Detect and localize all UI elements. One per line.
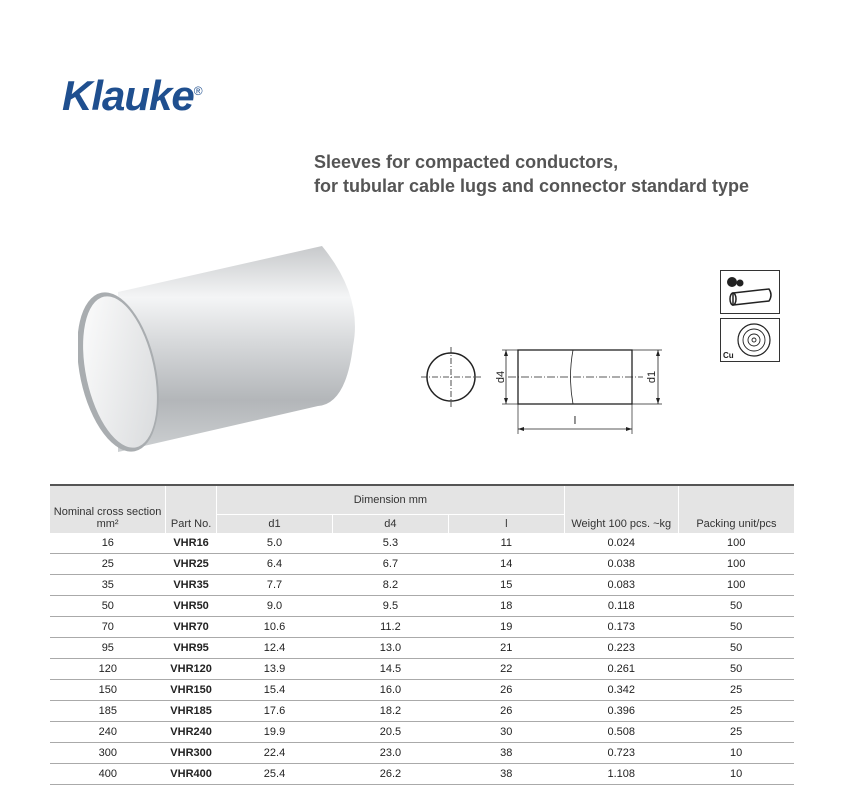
header-d4: d4 bbox=[332, 515, 448, 534]
cell-l: 19 bbox=[448, 617, 564, 638]
table-row bbox=[50, 764, 794, 785]
klauke-logo bbox=[62, 72, 202, 120]
product-table bbox=[50, 484, 794, 785]
cell-packing: 100 bbox=[678, 533, 794, 554]
cell-packing: 10 bbox=[678, 764, 794, 785]
cell-l: 26 bbox=[448, 680, 564, 701]
cell-part-no: VHR50 bbox=[166, 596, 217, 617]
header-l: l bbox=[448, 515, 564, 534]
cell-cross-section: 150 bbox=[50, 680, 166, 701]
cell-cross-section: 185 bbox=[50, 701, 166, 722]
cell-d4: 23.0 bbox=[332, 743, 448, 764]
header-cross-section: Nominal cross section mm² bbox=[50, 485, 166, 533]
cell-packing: 50 bbox=[678, 596, 794, 617]
cell-weight: 0.261 bbox=[564, 659, 678, 680]
cell-d4: 26.2 bbox=[332, 764, 448, 785]
cell-weight: 0.723 bbox=[564, 743, 678, 764]
cell-cross-section: 300 bbox=[50, 743, 166, 764]
cell-d1: 10.6 bbox=[217, 617, 333, 638]
cell-d1: 6.4 bbox=[217, 554, 333, 575]
cell-weight: 0.508 bbox=[564, 722, 678, 743]
label-d4: d4 bbox=[495, 370, 507, 384]
table-row bbox=[50, 596, 794, 617]
cell-part-no: VHR150 bbox=[166, 680, 217, 701]
cell-d1: 22.4 bbox=[217, 743, 333, 764]
table-row bbox=[50, 638, 794, 659]
cell-d4: 20.5 bbox=[332, 722, 448, 743]
header-d1: d1 bbox=[217, 515, 333, 534]
cell-l: 30 bbox=[448, 722, 564, 743]
copper-stranded-icon bbox=[720, 318, 780, 362]
cell-d1: 13.9 bbox=[217, 659, 333, 680]
cell-d4: 18.2 bbox=[332, 701, 448, 722]
cell-weight: 0.342 bbox=[564, 680, 678, 701]
title-line-1: Sleeves for compacted conductors, bbox=[314, 152, 619, 172]
cell-d4: 14.5 bbox=[332, 659, 448, 680]
cell-cross-section: 70 bbox=[50, 617, 166, 638]
cell-packing: 25 bbox=[678, 722, 794, 743]
cell-packing: 50 bbox=[678, 659, 794, 680]
cell-part-no: VHR95 bbox=[166, 638, 217, 659]
cell-weight: 1.108 bbox=[564, 764, 678, 785]
cell-part-no: VHR70 bbox=[166, 617, 217, 638]
cell-d1: 19.9 bbox=[217, 722, 333, 743]
header-part-no: Part No. bbox=[166, 485, 217, 533]
label-l: l bbox=[573, 415, 577, 427]
table-row bbox=[50, 617, 794, 638]
cell-l: 15 bbox=[448, 575, 564, 596]
cell-packing: 10 bbox=[678, 743, 794, 764]
logo-text: Klauke bbox=[62, 72, 194, 119]
cell-d4: 5.3 bbox=[332, 533, 448, 554]
cell-cross-section: 25 bbox=[50, 554, 166, 575]
header-packing: Packing unit/pcs bbox=[678, 485, 794, 533]
cell-packing: 100 bbox=[678, 554, 794, 575]
title-line-2: for tubular cable lugs and connector standard type bbox=[314, 176, 750, 196]
cell-d1: 12.4 bbox=[217, 638, 333, 659]
cell-d1: 15.4 bbox=[217, 680, 333, 701]
cell-l: 38 bbox=[448, 764, 564, 785]
cell-packing: 25 bbox=[678, 701, 794, 722]
cell-weight: 0.396 bbox=[564, 701, 678, 722]
cell-d4: 11.2 bbox=[332, 617, 448, 638]
technical-drawing bbox=[418, 340, 668, 435]
cell-l: 26 bbox=[448, 701, 564, 722]
cell-cross-section: 50 bbox=[50, 596, 166, 617]
cell-packing: 50 bbox=[678, 638, 794, 659]
cell-cross-section: 95 bbox=[50, 638, 166, 659]
sleeve-product-image bbox=[78, 236, 363, 461]
cell-part-no: VHR240 bbox=[166, 722, 217, 743]
copper-label: Cu bbox=[723, 351, 734, 360]
cell-weight: 0.118 bbox=[564, 596, 678, 617]
table-body bbox=[50, 533, 794, 785]
cell-l: 22 bbox=[448, 659, 564, 680]
cell-l: 11 bbox=[448, 533, 564, 554]
cell-cross-section: 240 bbox=[50, 722, 166, 743]
cell-part-no: VHR25 bbox=[166, 554, 217, 575]
cell-l: 14 bbox=[448, 554, 564, 575]
cell-packing: 50 bbox=[678, 617, 794, 638]
product-title bbox=[314, 150, 749, 198]
cell-packing: 25 bbox=[678, 680, 794, 701]
cell-d4: 16.0 bbox=[332, 680, 448, 701]
cell-cross-section: 16 bbox=[50, 533, 166, 554]
table-row bbox=[50, 533, 794, 554]
table-row bbox=[50, 743, 794, 764]
cell-d4: 9.5 bbox=[332, 596, 448, 617]
cell-part-no: VHR35 bbox=[166, 575, 217, 596]
cell-weight: 0.038 bbox=[564, 554, 678, 575]
conductor-types-icon bbox=[720, 270, 780, 314]
cell-cross-section: 120 bbox=[50, 659, 166, 680]
cell-part-no: VHR400 bbox=[166, 764, 217, 785]
cell-d4: 13.0 bbox=[332, 638, 448, 659]
cell-part-no: VHR300 bbox=[166, 743, 217, 764]
cell-weight: 0.083 bbox=[564, 575, 678, 596]
registered-mark: ® bbox=[193, 84, 202, 98]
table-row bbox=[50, 554, 794, 575]
cell-part-no: VHR120 bbox=[166, 659, 217, 680]
cell-cross-section: 400 bbox=[50, 764, 166, 785]
cell-l: 38 bbox=[448, 743, 564, 764]
cell-weight: 0.024 bbox=[564, 533, 678, 554]
table-row bbox=[50, 722, 794, 743]
cell-part-no: VHR16 bbox=[166, 533, 217, 554]
cell-d1: 7.7 bbox=[217, 575, 333, 596]
table-row bbox=[50, 659, 794, 680]
cell-d1: 17.6 bbox=[217, 701, 333, 722]
cell-part-no: VHR185 bbox=[166, 701, 217, 722]
header-weight: Weight 100 pcs. ~kg bbox=[564, 485, 678, 533]
cell-d1: 9.0 bbox=[217, 596, 333, 617]
cell-d4: 8.2 bbox=[332, 575, 448, 596]
cell-weight: 0.173 bbox=[564, 617, 678, 638]
cell-packing: 100 bbox=[678, 575, 794, 596]
cell-d1: 5.0 bbox=[217, 533, 333, 554]
cell-d1: 25.4 bbox=[217, 764, 333, 785]
cell-weight: 0.223 bbox=[564, 638, 678, 659]
header-dimension: Dimension mm bbox=[217, 485, 565, 515]
cell-cross-section: 35 bbox=[50, 575, 166, 596]
cell-d4: 6.7 bbox=[332, 554, 448, 575]
label-d1: d1 bbox=[646, 370, 658, 384]
cell-l: 21 bbox=[448, 638, 564, 659]
table-row bbox=[50, 575, 794, 596]
table-row bbox=[50, 680, 794, 701]
cell-l: 18 bbox=[448, 596, 564, 617]
table-row bbox=[50, 701, 794, 722]
